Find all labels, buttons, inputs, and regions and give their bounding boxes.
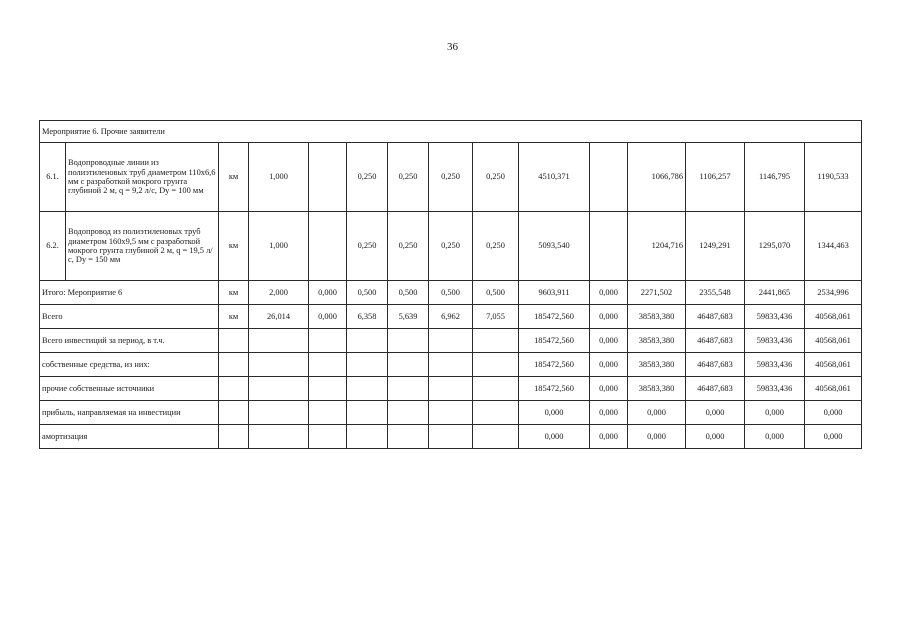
value-cell: 0,000 bbox=[805, 401, 862, 425]
value-cell bbox=[388, 377, 429, 401]
unit-cell: км bbox=[219, 305, 249, 329]
unit-cell: км bbox=[219, 212, 249, 281]
value-cell bbox=[347, 425, 388, 449]
value-cell: 0,000 bbox=[805, 425, 862, 449]
value-cell bbox=[309, 377, 347, 401]
value-cell: 38583,380 bbox=[628, 305, 686, 329]
value-cell: 0,000 bbox=[590, 329, 628, 353]
value-cell: 5,639 bbox=[388, 305, 429, 329]
item-number: 6.2. bbox=[40, 212, 66, 281]
value-cell bbox=[309, 143, 347, 212]
value-cell: 59833,436 bbox=[745, 353, 805, 377]
unit-cell: км bbox=[219, 281, 249, 305]
value-cell: 40568,061 bbox=[805, 353, 862, 377]
value-cell: 40568,061 bbox=[805, 377, 862, 401]
value-cell bbox=[249, 329, 309, 353]
value-cell bbox=[429, 329, 473, 353]
value-cell: 1106,257 bbox=[686, 143, 745, 212]
value-cell: 0,000 bbox=[590, 401, 628, 425]
value-cell bbox=[309, 401, 347, 425]
value-cell bbox=[249, 425, 309, 449]
value-cell: 0,500 bbox=[429, 281, 473, 305]
unit-cell: км bbox=[219, 143, 249, 212]
value-cell: 59833,436 bbox=[745, 377, 805, 401]
value-cell: 0,000 bbox=[590, 353, 628, 377]
value-cell bbox=[429, 425, 473, 449]
row-label: собственные средства, из них: bbox=[40, 353, 219, 377]
value-cell: 1066,786 bbox=[628, 143, 686, 212]
value-cell bbox=[309, 425, 347, 449]
row-label: прибыль, направляемая на инвестиции bbox=[40, 401, 219, 425]
value-cell bbox=[309, 329, 347, 353]
value-cell bbox=[388, 329, 429, 353]
value-cell: 0,000 bbox=[686, 425, 745, 449]
value-cell: 1249,291 bbox=[686, 212, 745, 281]
value-cell: 0,250 bbox=[473, 143, 519, 212]
value-cell bbox=[473, 425, 519, 449]
value-cell: 0,000 bbox=[590, 377, 628, 401]
value-cell bbox=[473, 401, 519, 425]
value-cell: 0,000 bbox=[745, 401, 805, 425]
unit-cell bbox=[219, 329, 249, 353]
unit-cell bbox=[219, 425, 249, 449]
value-cell: 59833,436 bbox=[745, 329, 805, 353]
value-cell bbox=[347, 401, 388, 425]
value-cell: 0,000 bbox=[745, 425, 805, 449]
value-cell: 40568,061 bbox=[805, 305, 862, 329]
value-cell bbox=[429, 401, 473, 425]
value-cell: 2,000 bbox=[249, 281, 309, 305]
table-row-depreciation bbox=[40, 425, 862, 449]
value-cell bbox=[473, 377, 519, 401]
value-cell: 0,500 bbox=[388, 281, 429, 305]
value-cell: 0,000 bbox=[519, 425, 590, 449]
value-cell: 0,250 bbox=[473, 212, 519, 281]
value-cell: 0,000 bbox=[519, 401, 590, 425]
value-cell: 0,250 bbox=[429, 143, 473, 212]
value-cell: 1344,463 bbox=[805, 212, 862, 281]
table-row-item-6-2 bbox=[40, 212, 862, 281]
value-cell: 6,962 bbox=[429, 305, 473, 329]
value-cell: 0,250 bbox=[347, 212, 388, 281]
value-cell bbox=[590, 212, 628, 281]
value-cell: 0,000 bbox=[686, 401, 745, 425]
value-cell: 185472,560 bbox=[519, 353, 590, 377]
value-cell bbox=[429, 377, 473, 401]
value-cell: 0,500 bbox=[473, 281, 519, 305]
value-cell: 1,000 bbox=[249, 212, 309, 281]
value-cell: 6,358 bbox=[347, 305, 388, 329]
value-cell: 185472,560 bbox=[519, 305, 590, 329]
page-number: 36 bbox=[447, 41, 458, 53]
value-cell bbox=[473, 353, 519, 377]
row-label: прочие собственные источники bbox=[40, 377, 219, 401]
value-cell: 2271,502 bbox=[628, 281, 686, 305]
table-row-own-funds bbox=[40, 353, 862, 377]
value-cell: 46487,683 bbox=[686, 329, 745, 353]
value-cell bbox=[249, 401, 309, 425]
value-cell bbox=[347, 353, 388, 377]
value-cell: 1,000 bbox=[249, 143, 309, 212]
unit-cell bbox=[219, 353, 249, 377]
value-cell: 185472,560 bbox=[519, 329, 590, 353]
value-cell: 0,250 bbox=[388, 143, 429, 212]
value-cell bbox=[388, 401, 429, 425]
value-cell bbox=[347, 329, 388, 353]
value-cell: 1295,070 bbox=[745, 212, 805, 281]
table-row-total-investment bbox=[40, 329, 862, 353]
row-label: Всего bbox=[40, 305, 219, 329]
value-cell: 40568,061 bbox=[805, 329, 862, 353]
value-cell: 0,000 bbox=[590, 305, 628, 329]
item-name: Водопровод из полиэтиленовых труб диаметром 160х9,5 мм с разработкой мокрого грунта глубиной 2 м, q = 19,5 л/с, Dy = 150 мм bbox=[66, 212, 219, 281]
value-cell: 46487,683 bbox=[686, 305, 745, 329]
value-cell: 9603,911 bbox=[519, 281, 590, 305]
value-cell bbox=[249, 353, 309, 377]
value-cell: 0,250 bbox=[429, 212, 473, 281]
value-cell: 4510,371 bbox=[519, 143, 590, 212]
value-cell bbox=[473, 329, 519, 353]
value-cell: 0,000 bbox=[309, 305, 347, 329]
value-cell: 1190,533 bbox=[805, 143, 862, 212]
value-cell: 1146,795 bbox=[745, 143, 805, 212]
value-cell: 2534,996 bbox=[805, 281, 862, 305]
section-header-row bbox=[40, 121, 862, 143]
unit-cell bbox=[219, 401, 249, 425]
value-cell: 38583,380 bbox=[628, 377, 686, 401]
value-cell bbox=[590, 143, 628, 212]
value-cell: 2355,548 bbox=[686, 281, 745, 305]
value-cell: 5093,540 bbox=[519, 212, 590, 281]
value-cell: 0,500 bbox=[347, 281, 388, 305]
value-cell bbox=[347, 377, 388, 401]
value-cell bbox=[309, 353, 347, 377]
value-cell: 7,055 bbox=[473, 305, 519, 329]
value-cell: 0,250 bbox=[347, 143, 388, 212]
value-cell: 2441,865 bbox=[745, 281, 805, 305]
row-label: амортизация bbox=[40, 425, 219, 449]
value-cell: 59833,436 bbox=[745, 305, 805, 329]
value-cell: 38583,380 bbox=[628, 329, 686, 353]
value-cell: 46487,683 bbox=[686, 377, 745, 401]
value-cell: 0,000 bbox=[628, 425, 686, 449]
value-cell bbox=[388, 425, 429, 449]
value-cell: 0,000 bbox=[309, 281, 347, 305]
unit-cell bbox=[219, 377, 249, 401]
value-cell: 26,014 bbox=[249, 305, 309, 329]
table-row-profit-for-investment bbox=[40, 401, 862, 425]
value-cell: 46487,683 bbox=[686, 353, 745, 377]
row-label: Итого: Мероприятие 6 bbox=[40, 281, 219, 305]
value-cell: 38583,380 bbox=[628, 353, 686, 377]
value-cell: 1204,716 bbox=[628, 212, 686, 281]
table-row-other-own-sources bbox=[40, 377, 862, 401]
value-cell: 0,000 bbox=[590, 281, 628, 305]
value-cell: 0,250 bbox=[388, 212, 429, 281]
value-cell bbox=[388, 353, 429, 377]
value-cell: 0,000 bbox=[628, 401, 686, 425]
section-title: Мероприятие 6. Прочие заявители bbox=[40, 121, 862, 143]
value-cell: 0,000 bbox=[590, 425, 628, 449]
value-cell bbox=[249, 377, 309, 401]
row-label: Всего инвестиций за период, в т.ч. bbox=[40, 329, 219, 353]
investment-table bbox=[39, 120, 862, 449]
table-row-item-6-1 bbox=[40, 143, 862, 212]
item-name: Водопроводные линии из полиэтиленовых труб диаметром 110х6,6 мм с разработкой мокрого грунта глубиной 2 м, q = 9,2 л/с, Dy = 100 мм bbox=[66, 143, 219, 212]
value-cell: 185472,560 bbox=[519, 377, 590, 401]
value-cell bbox=[309, 212, 347, 281]
table-row-grand-total bbox=[40, 305, 862, 329]
value-cell bbox=[429, 353, 473, 377]
table-row-total-measure-6 bbox=[40, 281, 862, 305]
item-number: 6.1. bbox=[40, 143, 66, 212]
